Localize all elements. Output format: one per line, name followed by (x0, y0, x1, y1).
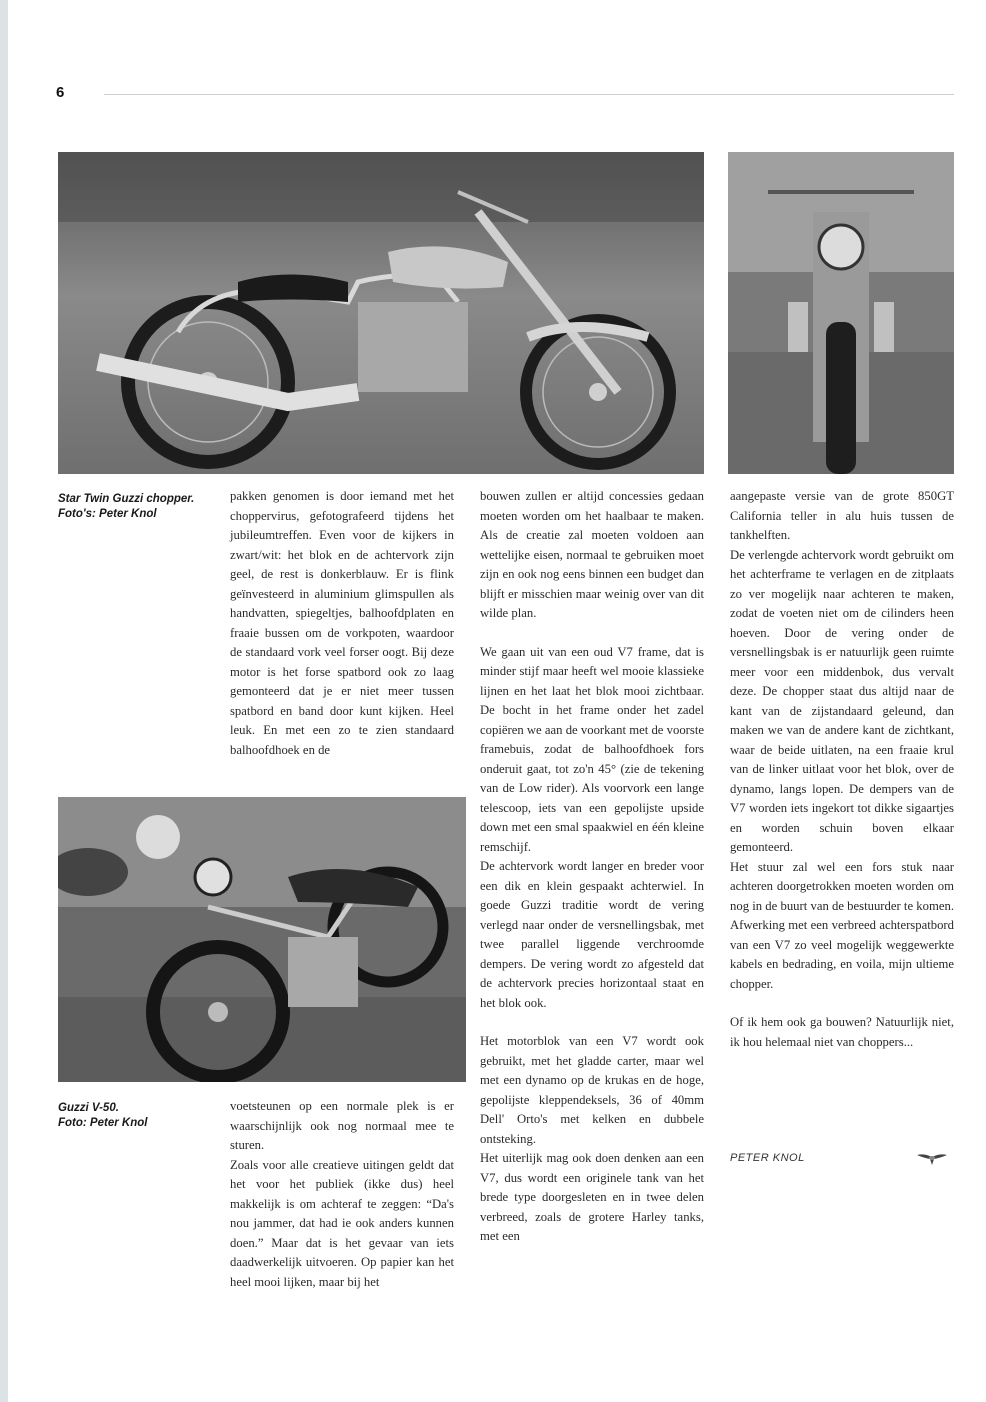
guzzi-v50-photo (58, 797, 466, 1082)
main-photo-caption (58, 492, 208, 522)
paragraph: Het stuur zal wel een fors stuk naar achteren doorgetrokken moeten worden om nog in de buurt van de bestuurder te komen. Afwerking met een verbreed achterspatbord van een V7 zo veel mogelijk weggewerkte kabels en bedrading, en voila, mijn ultieme chopper. (730, 859, 954, 991)
main-photo-caption-credit: Foto's: Peter Knol (58, 508, 157, 520)
page-number: 6 (56, 84, 65, 101)
paragraph: aangepaste versie van de grote 850GT California teller in alu huis tussen de tankhelften. (730, 489, 954, 542)
paragraph: voetsteunen op een normale plek is er waarschijnlijk ook nog normaal mee te sturen. (230, 1099, 454, 1152)
article-column-1-top (230, 487, 454, 760)
main-chopper-photo (58, 152, 704, 474)
v50-photo-caption (58, 1101, 208, 1131)
paragraph: Het uiterlijk mag ook doen denken aan een V7, dus wordt een originele tank van het brede type doorgesleten en in twee delen verbreed, zoals de grotere Harley tanks, met een (480, 1151, 704, 1243)
paragraph: Of ik hem ook ga bouwen? Natuurlijk niet, ik hou helemaal niet van choppers... (730, 1015, 954, 1049)
article-column-2 (480, 487, 704, 1247)
paragraph: bouwen zullen er altijd concessies gedaan moeten worden om het haalbaar te maken. Als de creatie zal moeten voldoen aan wettelijke eisen, normaal te gebruiken moet zijn en ook nog eens binnen een budget dan blijft er misschien maar weinig over van dit wilde plan. (480, 489, 704, 620)
main-photo-caption-title: Star Twin Guzzi chopper. (58, 493, 195, 505)
article-column-1-bottom (230, 1097, 454, 1292)
paragraph: Zoals voor alle creatieve uitingen geldt dat het voor het publiek (ikke dus) heel makkelijk is om achteraf te zeggen: “Da's nou jammer, dat had ie ook anders kunnen doen.” Maar dat is het gevaar van iets daadwerkelijk uitvoeren. Op papier kan het heel mooi lijken, maar bij het (230, 1157, 454, 1289)
page-spine (0, 0, 8, 1402)
v50-photo-caption-credit: Foto: Peter Knol (58, 1117, 148, 1129)
paragraph: We gaan uit van een oud V7 frame, dat is minder stijf maar heeft wel mooie klassieke lijnen en het laat het blok mooi zichtbaar. De bocht in het frame onder het zadel copiëren we aan de voorkant met de voorste framebuis, zodat de balhoofdhoek fors onderuit gaat, tot zo'n 45° (zie de tekening van de Low rider). Als voorvork een lange telescoop, iets van een gepolijste upside down met een smal spaakwiel en één kleine remschijf. (480, 644, 704, 854)
author-signature: PETER KNOL (730, 1152, 805, 1164)
paragraph: De verlengde achtervork wordt gebruikt om het achterframe te verlagen en de zitplaats zo ver mogelijk naar achteren te maken, zodat de voeten niet om de cilinders heen hoeven. Door de vering onder de versnellingsbak is er natuurlijk geen ruimte meer voor een middenbok, dus vervalt deze. De chopper staat dus altijd naar de kant van de zijstandaard geleund, dan maken we van de andere kant de zichtkant, waar de beide uitlaten, na een fraaie krul van de linker uitlaat voor het blok, over de dynamo, langs lopen. De dempers van de V7 worden iets ingekort tot dikke sigaartjes en worden schuin boven elkaar gemonteerd. (730, 547, 954, 854)
eagle-logo-icon (916, 1152, 948, 1166)
header-rule (104, 94, 954, 95)
front-view-photo (728, 152, 954, 474)
v50-photo-caption-title: Guzzi V-50. (58, 1102, 119, 1114)
paragraph: De achtervork wordt langer en breder voor een dik en klein gespaakt achterwiel. In goede Guzzi traditie wordt de vering verlegd naar onder de versnellingsbak, met twee parallel liggende verchroomde dempers. De vering wordt zo afgesteld dat de achtervork precies horizontaal staat en het blok ook. (480, 859, 704, 1010)
article-column-3 (730, 487, 954, 1052)
paragraph: Het motorblok van een V7 wordt ook gebruikt, met het gladde carter, maar wel met een dynamo op de krukas en de hoge, gepolijste kleppendeksels, 36 of 40mm Dell' Orto's met kelken en dubbele ontsteking. (480, 1034, 704, 1146)
paragraph: pakken genomen is door iemand met het choppervirus, gefotografeerd tijdens het jubileumtreffen. Even voor de kijkers in zwart/wit: het blok en de achtervork zijn geel, de rest is donkerblauw. Er is flink geïnvesteerd in aluminium glimspullen als handvatten, spiegeltjes, balhoofdplaten en fraaie bussen om de vorkpoten, waardoor de standaard vork veel forser oogt. Bij deze motor is het forse spatbord ook zo laag gemonteerd dat je er niet meer tussen spatbord en band door kunt kijken. Heel leuk. En met een zo te zien standaard balhoofdhoek en de (230, 489, 454, 757)
